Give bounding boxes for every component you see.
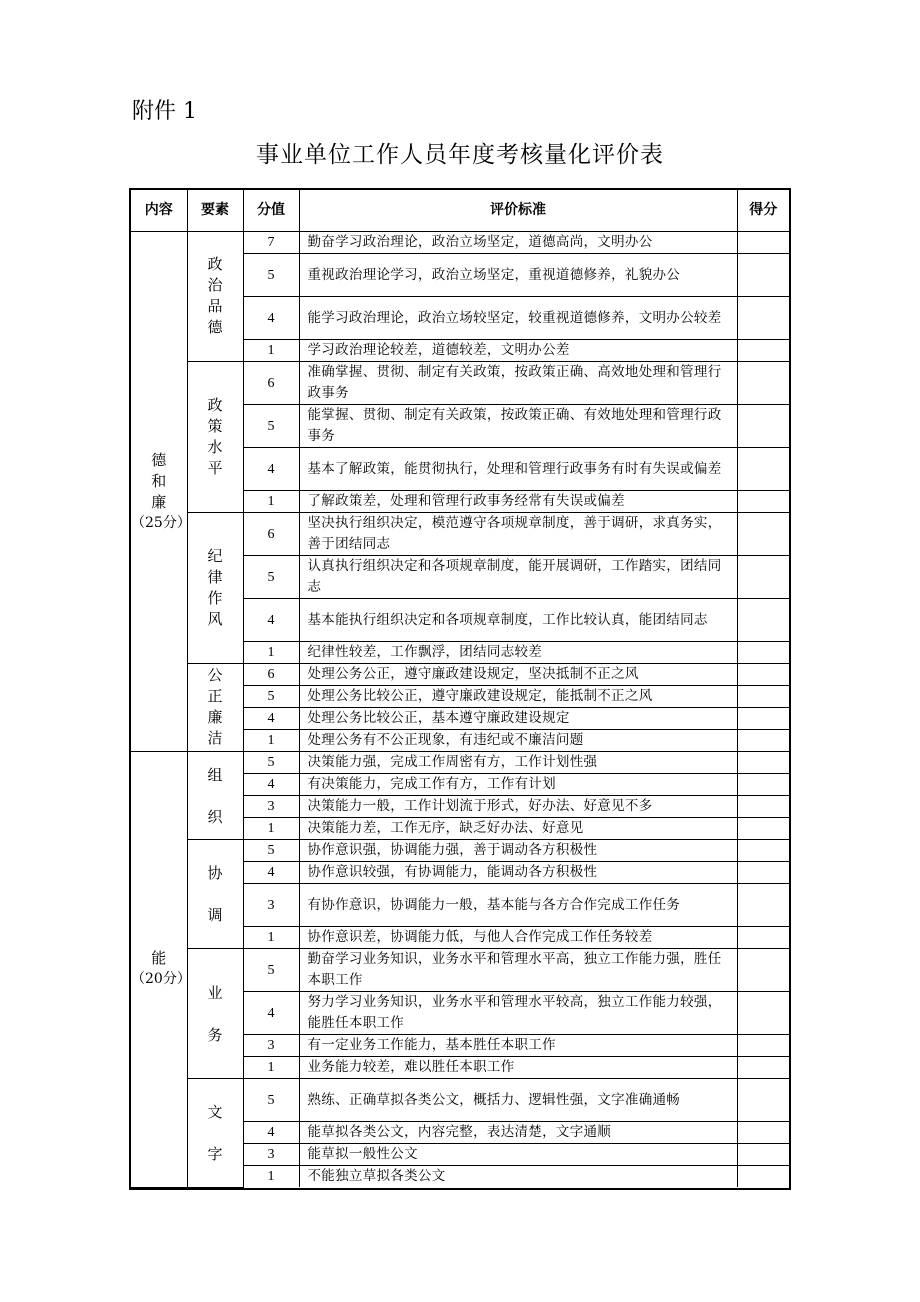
got-score-cell[interactable] (737, 1079, 789, 1122)
got-score-cell[interactable] (737, 556, 789, 599)
got-score-cell[interactable] (737, 949, 789, 992)
got-score-cell[interactable] (737, 405, 789, 448)
attachment-label: 附件 1 (132, 99, 197, 124)
element-cell (187, 1079, 243, 1188)
score-cell: 5 (243, 556, 299, 599)
score-cell: 1 (243, 818, 299, 840)
score-cell: 3 (243, 1035, 299, 1057)
got-score-cell[interactable] (737, 992, 789, 1035)
element-name: 公正廉洁 (207, 666, 223, 747)
element-cell (187, 513, 243, 664)
criteria-cell: 业务能力较差，难以胜任本职工作 (299, 1057, 737, 1079)
element-cell (187, 664, 243, 752)
criteria-cell: 处理公务有不公正现象，有违纪或不廉洁问题 (299, 730, 737, 752)
table-row (131, 949, 789, 992)
got-score-cell[interactable] (737, 730, 789, 752)
score-cell: 4 (243, 708, 299, 730)
got-score-cell[interactable] (737, 232, 789, 254)
got-score-cell[interactable] (737, 752, 789, 774)
element-cell (187, 949, 243, 1079)
got-score-cell[interactable] (737, 254, 789, 297)
got-score-cell[interactable] (737, 448, 789, 491)
got-score-cell[interactable] (737, 513, 789, 556)
got-score-cell[interactable] (737, 1035, 789, 1057)
score-cell: 5 (243, 949, 299, 992)
criteria-cell: 认真执行组织决定和各项规章制度，能开展调研，工作踏实，团结同志 (299, 556, 737, 599)
got-score-cell[interactable] (737, 686, 789, 708)
got-score-cell[interactable] (737, 664, 789, 686)
score-cell: 3 (243, 1144, 299, 1166)
category-name: 德和廉 (151, 450, 167, 511)
score-cell: 3 (243, 796, 299, 818)
element-name: 组织 (207, 765, 223, 826)
element-name: 纪律作风 (207, 546, 223, 628)
got-score-cell[interactable] (737, 340, 789, 362)
table-row (131, 840, 789, 862)
category-name: 能 (151, 949, 167, 968)
evaluation-table (131, 190, 789, 1188)
element-name: 政治品德 (207, 255, 223, 336)
header-got: 得分 (737, 190, 789, 232)
criteria-cell: 学习政治理论较差，道德较差，文明办公差 (299, 340, 737, 362)
element-cell (187, 232, 243, 362)
element-name: 业务 (207, 983, 223, 1044)
got-score-cell[interactable] (737, 818, 789, 840)
page-title: 事业单位工作人员年度考核量化评价表 (256, 142, 664, 168)
got-score-cell[interactable] (737, 1144, 789, 1166)
score-cell: 5 (243, 254, 299, 297)
criteria-cell: 重视政治理论学习，政治立场坚定，重视道德修养，礼貌办公 (299, 254, 737, 297)
element-name: 政策水平 (207, 395, 223, 477)
evaluation-table-container (129, 188, 791, 1190)
table-row (131, 513, 789, 556)
criteria-cell: 基本了解政策，能贯彻执行，处理和管理行政事务有时有失误或偏差 (299, 448, 737, 491)
criteria-cell: 能草拟一般性公文 (299, 1144, 737, 1166)
criteria-cell: 处理公务比较公正，遵守廉政建设规定，能抵制不正之风 (299, 686, 737, 708)
got-score-cell[interactable] (737, 774, 789, 796)
criteria-cell: 有一定业务工作能力，基本胜任本职工作 (299, 1035, 737, 1057)
got-score-cell[interactable] (737, 927, 789, 949)
header-content: 内容 (131, 190, 187, 232)
criteria-cell: 努力学习业务知识，业务水平和管理水平较高，独立工作能力较强，能胜任本职工作 (299, 992, 737, 1035)
criteria-cell: 能草拟各类公文，内容完整，表达清楚，文字通顺 (299, 1122, 737, 1144)
category-cell (131, 232, 191, 752)
criteria-cell: 坚决执行组织决定，模范遵守各项规章制度，善于调研，求真务实，善于团结同志 (299, 513, 737, 556)
score-cell: 6 (243, 513, 299, 556)
score-cell: 5 (243, 686, 299, 708)
score-cell: 1 (243, 642, 299, 664)
header-element: 要素 (187, 190, 243, 232)
score-cell: 3 (243, 884, 299, 927)
score-cell: 4 (243, 1122, 299, 1144)
criteria-cell: 基本能执行组织决定和各项规章制度，工作比较认真，能团结同志 (299, 599, 737, 642)
criteria-cell: 不能独立草拟各类公文 (299, 1166, 737, 1188)
criteria-cell: 协作意识较强，有协调能力，能调动各方积极性 (299, 862, 737, 884)
header-score: 分值 (243, 190, 299, 232)
score-cell: 1 (243, 927, 299, 949)
criteria-cell: 了解政策差，处理和管理行政事务经常有失误或偏差 (299, 491, 737, 513)
category-cell (131, 752, 191, 1188)
score-cell: 4 (243, 448, 299, 491)
score-cell: 5 (243, 405, 299, 448)
score-cell: 6 (243, 362, 299, 405)
score-cell: 5 (243, 840, 299, 862)
got-score-cell[interactable] (737, 491, 789, 513)
score-cell: 1 (243, 730, 299, 752)
table-row (131, 362, 789, 405)
got-score-cell[interactable] (737, 840, 789, 862)
criteria-cell: 能掌握、贯彻、制定有关政策，按政策正确、有效地处理和管理行政事务 (299, 405, 737, 448)
got-score-cell[interactable] (737, 1122, 789, 1144)
got-score-cell[interactable] (737, 1057, 789, 1079)
criteria-cell: 勤奋学习政治理论，政治立场坚定，道德高尚，文明办公 (299, 232, 737, 254)
criteria-cell: 决策能力差，工作无序，缺乏好办法、好意见 (299, 818, 737, 840)
score-cell: 4 (243, 774, 299, 796)
table-body (131, 232, 789, 1188)
score-cell: 7 (243, 232, 299, 254)
category-score-note: （20分） (131, 971, 191, 988)
table-row (131, 752, 789, 774)
header-row (131, 190, 789, 232)
element-name: 文字 (207, 1102, 223, 1163)
got-score-cell[interactable] (737, 1166, 789, 1188)
criteria-cell: 准确掌握、贯彻、制定有关政策，按政策正确、高效地处理和管理行政事务 (299, 362, 737, 405)
got-score-cell[interactable] (737, 862, 789, 884)
criteria-cell: 有协作意识，协调能力一般，基本能与各方合作完成工作任务 (299, 884, 737, 927)
element-cell (187, 840, 243, 949)
table-row (131, 232, 789, 254)
criteria-cell: 协作意识强，协调能力强，善于调动各方积极性 (299, 840, 737, 862)
score-cell: 1 (243, 491, 299, 513)
element-cell (187, 752, 243, 840)
criteria-cell: 纪律性较差，工作飘浮，团结同志较差 (299, 642, 737, 664)
got-score-cell[interactable] (737, 599, 789, 642)
criteria-cell: 熟练、正确草拟各类公文，概括力、逻辑性强，文字准确通畅 (299, 1079, 737, 1122)
criteria-cell: 有决策能力，完成工作有方，工作有计划 (299, 774, 737, 796)
got-score-cell[interactable] (737, 297, 789, 340)
score-cell: 4 (243, 297, 299, 340)
table-row (131, 1079, 789, 1122)
header-criteria: 评价标准 (299, 190, 737, 232)
criteria-cell: 处理公务公正，遵守廉政建设规定，坚决抵制不正之风 (299, 664, 737, 686)
score-cell: 5 (243, 752, 299, 774)
score-cell: 4 (243, 992, 299, 1035)
criteria-cell: 决策能力强，完成工作周密有方，工作计划性强 (299, 752, 737, 774)
score-cell: 4 (243, 599, 299, 642)
criteria-cell: 协作意识差，协调能力低，与他人合作完成工作任务较差 (299, 927, 737, 949)
score-cell: 1 (243, 1057, 299, 1079)
category-score-note: （25分） (131, 514, 191, 531)
got-score-cell[interactable] (737, 884, 789, 927)
score-cell: 6 (243, 664, 299, 686)
got-score-cell[interactable] (737, 642, 789, 664)
element-name: 协调 (207, 864, 223, 924)
criteria-cell: 决策能力一般，工作计划流于形式，好办法、好意见不多 (299, 796, 737, 818)
score-cell: 1 (243, 340, 299, 362)
criteria-cell: 勤奋学习业务知识，业务水平和管理水平高，独立工作能力强，胜任本职工作 (299, 949, 737, 992)
table-row (131, 664, 789, 686)
got-score-cell[interactable] (737, 796, 789, 818)
score-cell: 1 (243, 1166, 299, 1188)
score-cell: 5 (243, 1079, 299, 1122)
criteria-cell: 处理公务比较公正，基本遵守廉政建设规定 (299, 708, 737, 730)
element-cell (187, 362, 243, 513)
got-score-cell[interactable] (737, 708, 789, 730)
score-cell: 4 (243, 862, 299, 884)
criteria-cell: 能学习政治理论，政治立场较坚定，较重视道德修养，文明办公较差 (299, 297, 737, 340)
got-score-cell[interactable] (737, 362, 789, 405)
